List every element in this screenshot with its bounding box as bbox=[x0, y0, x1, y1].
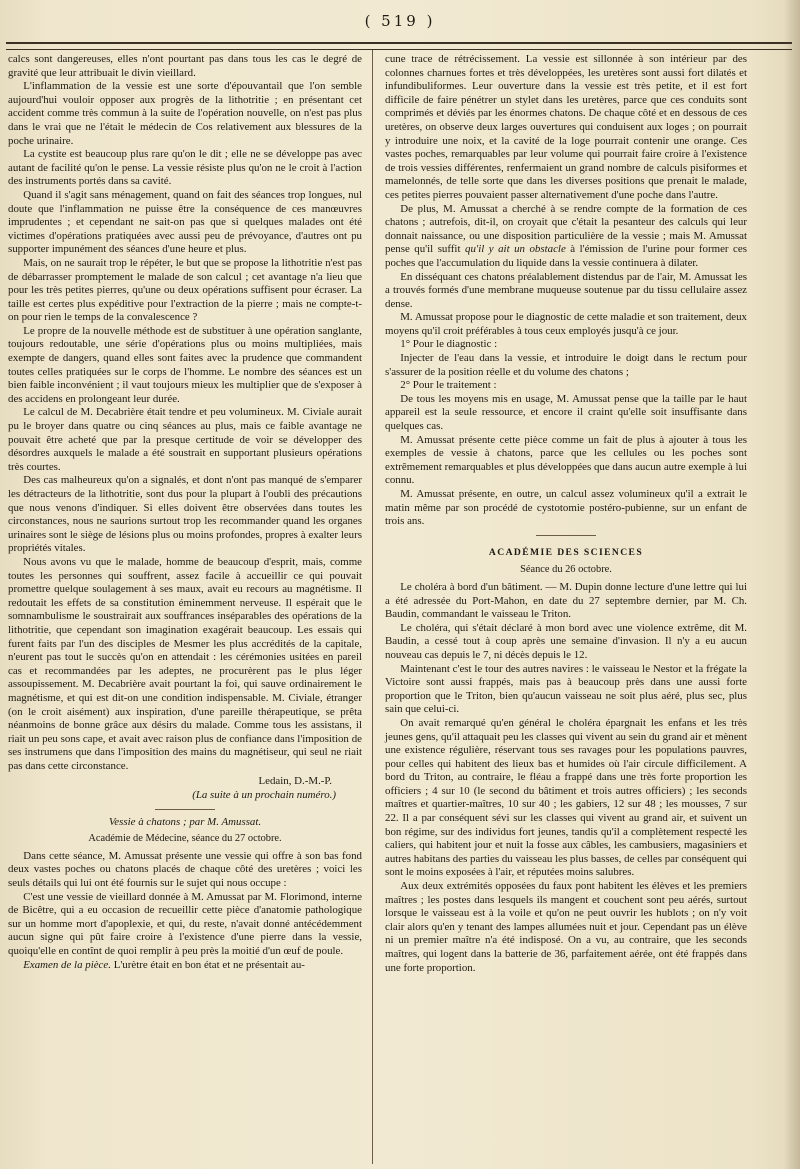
article-title-text: Vessie à chatons ; par M. Amussat. bbox=[108, 815, 262, 828]
section-title: ACADÉMIE DES SCIENCES bbox=[488, 546, 644, 558]
paragraph: Le propre de la nouvelle méthode est de substituer à une opération sanglante, toujours redoutable, une série d'opérations plus ou moins multipliées, mais exempte de dangers, quand elles sont faites avec la prudence que commandent toutes celles pratiquées sur le corps de l'homme. Le nombre des séances est un bien faible inconvénient ; il vaut toujours mieux les multiplier que de s'exposer à des accidens en prolongeant leur durée. bbox=[8, 324, 362, 405]
left-column bbox=[8, 53, 362, 972]
paragraph-text: à l'émission de l'urine pour former ces poches que l'accumulation du liquide dans la vessie continuera à dilater. bbox=[385, 243, 747, 269]
paragraph: Quand il s'agit sans ménagement, quand on fait des séances trop longues, nul doute que l'inflammation ne puisse être la conséquence de ces manœuvres imprudentes ; et cependant ne sait-on pas que si quelques malades ont été victimes d'opérations pratiquées avec aussi peu de prévoyance, d'autres ont pu supporter impunément des séances d'une heure et plus. bbox=[8, 188, 362, 256]
paragraph: Le choléra à bord d'un bâtiment. — M. Dupin donne lecture d'une lettre qui lui a été adressée du Port-Mahon, en date du 27 septembre dernier, par M. Ch. Baudin, commandant le vaisseau le Triton. bbox=[385, 580, 747, 621]
paragraph: Dans cette séance, M. Amussat présente une vessie qui offre à son bas fond deux vastes poches ou chatons placés de chaque côté des uretères ; voici les seuls détails qui lui ont été fournis sur le sujet qui nous occupe : bbox=[8, 849, 362, 890]
header-rule bbox=[6, 42, 792, 50]
paragraph: On avait remarqué qu'en général le choléra épargnait les enfans et les très jeunes gens, qu'il attaquait peu les classes qui vivent au sein du grand air et mènent une existence régulière, réservant tous ses ravages pour les populations pauvres, pour celles qui habitent des lieux bas et humides où l'air circule difficilement. A bord du Triton, au contraire, le fléau a frappé dans une très forte proportion les officiers ; 4 sur 10 (le second du bâtiment et trois autres officiers) ; les seconds maîtres et quartier-maîtres, 10 sur 40 ; les gabiers, 12 sur 48 ; les mousses, 7 sur 22. Il a par conséquent sévi sur les classes qui vivent au grand air, et suivent un bon régime, sur des individus fort jeunes, tandis qu'il a complètement respecté les caliers, qui habitent jour et nuit la fosse aux câbles, les cambusiers, magasiniers et autres habitans des parties du vaisseau les plus basses, de celles par conséquent qui sont le moins exposées à l'air, et réputées moins salubres. bbox=[385, 716, 747, 879]
session-line: Académie de Médecine, séance du 27 octobre. bbox=[88, 833, 282, 845]
paragraph: L'inflammation de la vessie est une sorte d'épouvantail que l'on semble aujourd'hui vouloir opposer aux progrès de la lithotritie ; en présentant cet accident comme très commun à la suite de l'opération nouvelle, on n'est pas plus dans le vrai que ne l'était le médecin de Cos relativement aux blessures de la poche urinaire. bbox=[8, 80, 362, 147]
paragraph bbox=[385, 203, 747, 271]
paragraph bbox=[8, 959, 362, 973]
paragraph: Le choléra, qui s'était déclaré à mon bord avec une violence extrême, dit M. Baudin, a cessé tout à coup après une semaine d'invasion. Il n'y a eu aucun nouveau cas depuis le 7, ni décès depuis le 12. bbox=[385, 621, 747, 661]
paragraph: C'est une vessie de vieillard donnée à M. Amussat par M. Florimond, interne de Bicêtre, qui a eu occasion de recueillir cette pièce d'anatomie pathologique sur un homme mort d'apoplexie, et qui, du reste, n'avait donné antécédemment aucun signe qui pût faire croire à l'existence d'une pierre dans la vessie, quoiqu'elle en contînt de quoi remplir à peu près la moitié d'un œuf de poule. bbox=[8, 890, 362, 957]
paragraph: Injecter de l'eau dans la vessie, et introduire le doigt dans le rectum pour s'assurer de la position réelle et du volume des chatons ; bbox=[385, 352, 747, 378]
right-column bbox=[385, 53, 747, 975]
paragraph: En disséquant ces chatons préalablement distendus par de l'air, M. Amussat les a trouvés formés d'une membrane muqueuse soutenue par du tissu cellulaire assez dense. bbox=[385, 270, 747, 310]
column-rule bbox=[372, 50, 373, 1164]
paragraph: Nous avons vu que le malade, homme de beaucoup d'esprit, mais, comme toutes les personnes qui souffrent, assez facile à accueillir ce qui pouvait promettre quelque soulagement à ses maux, avait eu recours au magnétisme. Il redoutait les effets de sa constitution éminemment nerveuse. Il espérait que le somnambulisme le soustrairait aux souffrances inséparables des opérations de la lithotritie, que cependant son imagination exagérait beaucoup. Les essais qui furent faits par l'un des disciples de Mesmer les plus accrédités de la capitale, n'eurent pas tout le succès qu'on en attendait : les cérémonies usitées en pareil cas et recommandées par les adeptes, ne procurèrent pas le plus léger assoupissement. M. Decabrière avait pourtant la foi, qui sauve ordinairement le magnétisme, et qui est dit-on une condition indispensable. M. Civiale, étranger (on le croit aisément) aux inspiration, d'une pareille thérapeutique, se prêta néanmoins de bonne grâce aux désirs du malade. Comme tous les assistans, il riait un peu sons cape, et avait avec raison plus de confiance dans l'imposition de ses instrumens que dans l'imposition des mains du magnétiseur, qui seul ne riait pas dans cette circonstance. bbox=[8, 555, 362, 772]
paragraph: 1° Pour le diagnostic : bbox=[400, 338, 498, 351]
paragraph-text: L'urètre était en bon état et ne présentait au- bbox=[113, 958, 305, 971]
session-line: Séance du 26 octobre. bbox=[520, 564, 612, 576]
paragraph: Le calcul de M. Decabrière était tendre et peu volumineux. M. Civiale aurait pu le broyer dans quatre ou cinq séances au plus, mais ce faible avantage ne pouvait être acheté que par la presque certitude de voir se développer des désordres auxquels le malade a été soustrait en supportant plusieurs opérations très courtes. bbox=[8, 406, 362, 473]
paragraph: 2° Pour le traitement : bbox=[400, 379, 497, 392]
author-signature: Ledain, D.-M.-P. bbox=[258, 775, 332, 788]
section-divider bbox=[536, 535, 596, 536]
continuation-note: (La suite à un prochain numéro.) bbox=[192, 789, 336, 802]
paragraph: Des cas malheureux qu'on a signalés, et dont n'ont pas manqué de s'emparer les détracteurs de la lithotritie, sont dus pour la plupart à l'oubli des précautions que nous venons d'indiquer. Si elles doivent être observées dans toutes les circonstances, nous ne saurions surtout trop les recommander quand les organes urinaires sont le siège de lésions plus ou moins profondes, propres à exalter leurs propriétés vitales. bbox=[8, 474, 362, 555]
paragraph: M. Amussat propose pour le diagnostic de cette maladie et son traitement, deux moyens qu'il croit préférables à tous ceux employés jusqu'à ce jour. bbox=[385, 311, 747, 337]
paragraph: Mais, on ne saurait trop le répéter, le but que se propose la lithotritie n'est pas de débarrasser promptement le malade de son calcul ; cet avantage n'a lieu que pour les très petites pierres, qu'une ou deux opérations suffisent pour écraser. La taille est certes plus expéditive pour l'extraction de la pierre ; mais ne compte-t-on pour rien le temps de la convalescence ? bbox=[8, 256, 362, 324]
page-edge-shadow bbox=[784, 0, 800, 1169]
paragraph: calcs sont dangereuses, elles n'ont pourtant pas dans tous les cas le degré de gravité que leur attribuait le divin vieillard. bbox=[8, 53, 362, 79]
page-number: ( 519 ) bbox=[364, 12, 436, 30]
lead-phrase: Examen de la pièce. bbox=[23, 958, 111, 971]
article-title bbox=[8, 816, 362, 830]
paragraph: M. Amussat présente cette pièce comme un fait de plus à ajouter à tous les exemples de vessie à chatons, parce que les cellules ou les poches sont extrêmement remarquables et plus développées que dans aucun autre exemple à lui connu. bbox=[385, 433, 747, 487]
paragraph: M. Amussat présente, en outre, un calcul assez volumineux qu'il a extrait le matin même par son procédé de cystotomie postéro-pubienne, sur un enfant de trois ans. bbox=[385, 488, 747, 528]
paragraph-text: De plus, M. Amussat a cherché à se rendre compte de la formation de ces chatons ; autrefois, dit-il, on croyait que c'était la pesanteur des calculs qui leur donnait naissance, ou une disposition particulière de la vessie ; mais M. Amussat pense qu'il suffit bbox=[385, 202, 747, 256]
section-divider bbox=[155, 809, 215, 810]
emphasis: qu'il y ait un obstacle bbox=[465, 243, 566, 256]
paragraph: Maintenant c'est le tour des autres navires : le vaisseau le Nestor et la frégate la Victoire sont aussi frappés, mais pas à beaucoup près dans une aussi forte proportion que le Triton, bien qu'aucun vaisseau ne soit plus aéré, plus sec, plus sain que celui-ci. bbox=[385, 662, 747, 716]
paragraph: Aux deux extrémités opposées du faux pont habitent les élèves et les premiers maîtres ; les postes dans lesquels ils mangent et couchent sont peu aérés, surtout lorsque le vaisseau est à la voile et qu'on ne peut ouvrir les hublots ; on n'y voit clair alors qu'en y tenant des lampes allumées nuit et jour. Cependant pas un élève ni un premier maître n'a été indisposé. On a vu, au contraire, que les seconds maîtres, qui logent dans la batterie de 36, parfaitement aérée, ont été frappés dans une forte proportion. bbox=[385, 880, 747, 974]
paragraph: De tous les moyens mis en usage, M. Amussat pense que la taille par le haut appareil est la seule ressource, et encore il craint qu'elle soit insuffisante dans quelques cas. bbox=[385, 392, 747, 433]
paragraph: cune trace de rétrécissement. La vessie est sillonnée à son intérieur par des colonnes charnues fortes et très développées, les uretères sont aussi fort dilatés et infundibuliformes. Leur ouverture dans la vessie est très petite, et il est fort difficile de faire pénétrer un stylet dans les uretères, parce que ces conduits sont comprimés et déviés par les énormes chatons. De chaque côté et en dessous de ces uretères, on observe deux larges ouvertures qui conduisent aux loges ; on pourrait y introduire une noix, et la cavité de la loge pourrait contenir une orange. Ces vastes poches, remarquables par leur volume qui pourrait faire croire à l'existence de trois vessies différentes, renfermaient un grand nombre de calculs pisiformes et mamelonnés, de telle sorte que dans les diverses positions que prenait le malade, ces petites pierres pouvaient passer alternativement d'une poche dans l'autre. bbox=[385, 53, 747, 201]
paragraph: La cystite est beaucoup plus rare qu'on le dit ; elle ne se développe pas avec autant de facilité qu'on le pense. La vessie résiste plus qu'on ne le croit à l'action des instruments portés dans sa cavité. bbox=[8, 148, 362, 188]
